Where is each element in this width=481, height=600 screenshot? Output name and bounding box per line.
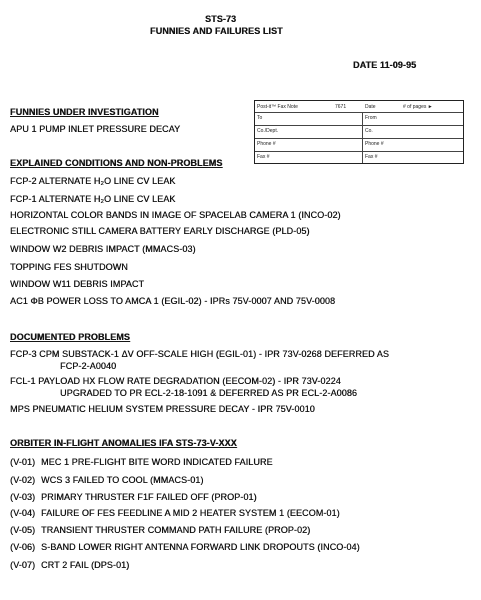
list-item-continuation: UPGRADED TO PR ECL-2-18-1091 & DEFERRED AS PR ECL-2-A0086 [60,388,357,398]
fax-note-from-label: From [365,115,377,121]
list-item: MPS PNEUMATIC HELIUM SYSTEM PRESSURE DECAY - IPR 75V-0010 [10,404,315,414]
fax-note-to-label: To [257,115,263,121]
anomaly-id: (V-03) [10,492,36,502]
anomaly-text: FAILURE OF FES FEEDLINE A MID 2 HEATER SYSTEM 1 (EECOM-01) [41,508,340,518]
list-item: HORIZONTAL COLOR BANDS IN IMAGE OF SPACELAB CAMERA 1 (INCO-02) [10,210,341,220]
fax-note-code: 7671 [335,104,347,110]
post-it-fax-note [254,100,464,164]
anomaly-text: TRANSIENT THRUSTER COMMAND PATH FAILURE (PROP-02) [41,525,311,535]
fax-note-co-label: Co. [365,128,373,134]
section-heading-funnies: FUNNIES UNDER INVESTIGATION [10,107,159,117]
anomaly-id: (V-02) [10,475,36,485]
fax-note-date-label: Date [365,104,376,110]
list-item: FCP-1 ALTERNATE H₂O LINE CV LEAK [10,194,176,204]
anomaly-text: WCS 3 FAILED TO COOL (MMACS-01) [41,475,204,485]
fax-note-codept-label: Co./Dept. [257,128,279,134]
anomaly-text: CRT 2 FAIL (DPS-01) [41,560,130,570]
flight-number: STS-73 [205,14,237,24]
list-item: AC1 ΦB POWER LOSS TO AMCA 1 (EGIL-02) - IPRs 75V-0007 AND 75V-0008 [10,296,336,306]
document-title: FUNNIES AND FAILURES LIST [150,26,283,36]
document-date: DATE 11-09-95 [353,60,417,70]
fax-note-fax-label: Fax # [257,154,270,160]
anomaly-id: (V-05) [10,525,36,535]
list-item: WINDOW W2 DEBRIS IMPACT (MMACS-03) [10,244,196,254]
anomaly-text: S-BAND LOWER RIGHT ANTENNA FORWARD LINK DROPOUTS (INCO-04) [41,542,360,552]
anomaly-id: (V-01) [10,457,36,467]
fax-note-title: Post-it™ Fax Note [257,104,298,110]
list-item: WINDOW W11 DEBRIS IMPACT [10,279,145,289]
list-item: FCL-1 PAYLOAD HX FLOW RATE DEGRADATION (EECOM-02) - IPR 73V-0224 [10,376,341,386]
anomaly-id: (V-04) [10,508,36,518]
anomaly-text: MEC 1 PRE-FLIGHT BITE WORD INDICATED FAILURE [41,457,273,467]
list-item: ELECTRONIC STILL CAMERA BATTERY EARLY DISCHARGE (PLD-05) [10,226,310,236]
fax-note-phone-label-2: Phone # [365,141,384,147]
anomaly-id: (V-07) [10,560,36,570]
fax-note-fax-label-2: Fax # [365,154,378,160]
list-item: FCP-3 CPM SUBSTACK-1 ΔV OFF-SCALE HIGH (EGIL-01) - IPR 73V-0268 DEFERRED AS [10,349,389,359]
section-heading-documented: DOCUMENTED PROBLEMS [10,332,130,342]
list-item: TOPPING FES SHUTDOWN [10,262,128,272]
fax-note-phone-label: Phone # [257,141,276,147]
list-item-continuation: FCP-2-A0040 [60,361,117,371]
anomaly-text: PRIMARY THRUSTER F1F FAILED OFF (PROP-01) [41,492,257,502]
list-item: FCP-2 ALTERNATE H₂O LINE CV LEAK [10,176,176,186]
fax-note-pages-label: # of pages ► [403,104,433,110]
section-heading-explained: EXPLAINED CONDITIONS AND NON-PROBLEMS [10,158,223,168]
list-item: APU 1 PUMP INLET PRESSURE DECAY [10,124,181,134]
anomaly-id: (V-06) [10,542,36,552]
section-heading-orbiter-anomalies: ORBITER IN-FLIGHT ANOMALIES IFA STS-73-V-XXX [10,438,237,448]
